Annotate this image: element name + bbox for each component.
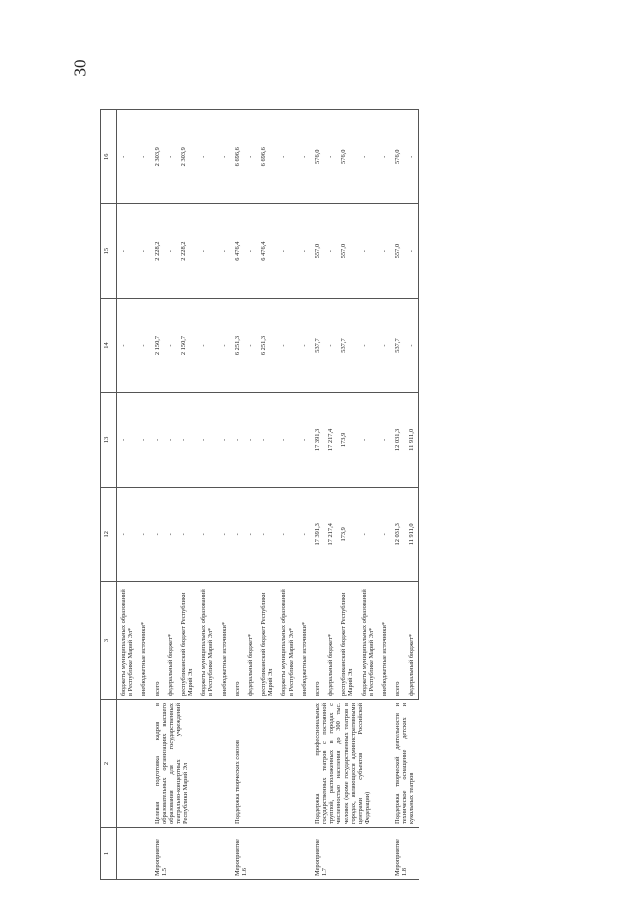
funding-source: всего bbox=[391, 582, 405, 700]
value-cell: - bbox=[358, 298, 378, 392]
value-cell: 17 391,3 bbox=[311, 393, 324, 487]
funding-source: федеральный бюджет* bbox=[244, 582, 257, 700]
value-cell: - bbox=[164, 110, 177, 204]
value-cell: - bbox=[244, 298, 257, 392]
value-cell: 557,0 bbox=[337, 204, 357, 298]
funding-source: всего bbox=[151, 582, 164, 700]
value-cell: - bbox=[218, 298, 231, 392]
value-cell: - bbox=[405, 110, 419, 204]
value-cell: 173,9 bbox=[337, 393, 357, 487]
value-cell: 576,0 bbox=[311, 110, 324, 204]
value-cell: - bbox=[218, 393, 231, 487]
table-row bbox=[231, 110, 244, 880]
value-cell: - bbox=[244, 487, 257, 581]
value-cell: - bbox=[164, 298, 177, 392]
measure-id: Мероприятие 1.8 bbox=[391, 828, 419, 880]
value-cell: 6 696,6 bbox=[257, 110, 277, 204]
value-cell: - bbox=[298, 298, 311, 392]
measure-id: Мероприятие 1.7 bbox=[311, 828, 391, 880]
funding-source: внебюджетные источники* bbox=[137, 582, 150, 700]
value-cell: - bbox=[277, 393, 297, 487]
value-cell: - bbox=[151, 487, 164, 581]
table-row bbox=[391, 110, 405, 880]
header-cell: 2 bbox=[101, 700, 117, 828]
value-cell: - bbox=[324, 204, 337, 298]
value-cell: - bbox=[151, 393, 164, 487]
value-cell: - bbox=[117, 110, 138, 204]
value-cell: 17 391,3 bbox=[311, 487, 324, 581]
value-cell: 2 150,7 bbox=[177, 298, 197, 392]
header-cell: 3 bbox=[101, 582, 117, 700]
value-cell: - bbox=[298, 487, 311, 581]
value-cell: - bbox=[405, 298, 419, 392]
funding-source: федеральный бюджет* bbox=[164, 582, 177, 700]
value-cell: - bbox=[244, 204, 257, 298]
value-cell: - bbox=[218, 204, 231, 298]
value-cell: - bbox=[298, 110, 311, 204]
value-cell: - bbox=[117, 204, 138, 298]
page-number: 30 bbox=[70, 59, 90, 77]
table-row bbox=[311, 110, 324, 880]
value-cell: - bbox=[277, 298, 297, 392]
value-cell: - bbox=[378, 204, 391, 298]
value-cell: 6 696,6 bbox=[231, 110, 244, 204]
funding-source: республиканский бюджет Республики Марий Эл bbox=[257, 582, 277, 700]
value-cell: - bbox=[164, 487, 177, 581]
value-cell: 2 228,2 bbox=[177, 204, 197, 298]
measure-id: Мероприятие 1.6 bbox=[231, 828, 311, 880]
table-row bbox=[117, 110, 138, 880]
value-cell: 11 911,0 bbox=[405, 487, 419, 581]
value-cell: - bbox=[277, 110, 297, 204]
table-body bbox=[117, 110, 419, 880]
value-cell: - bbox=[164, 393, 177, 487]
value-cell: 17 217,4 bbox=[324, 487, 337, 581]
value-cell: - bbox=[378, 487, 391, 581]
funding-source: республиканский бюджет Республики Марий Эл bbox=[177, 582, 197, 700]
value-cell: - bbox=[358, 110, 378, 204]
value-cell: - bbox=[197, 298, 217, 392]
funding-source: внебюджетные источники* bbox=[218, 582, 231, 700]
value-cell: - bbox=[244, 393, 257, 487]
funding-source: всего bbox=[231, 582, 244, 700]
value-cell: - bbox=[117, 298, 138, 392]
value-cell: - bbox=[218, 110, 231, 204]
funding-source: бюджеты муниципальных образований в Республике Марий Эл* bbox=[117, 582, 138, 700]
value-cell: - bbox=[231, 487, 244, 581]
value-cell: 12 031,3 bbox=[391, 487, 405, 581]
value-cell: 6 476,4 bbox=[231, 204, 244, 298]
value-cell: - bbox=[197, 393, 217, 487]
measure-name: Поддержка творческой деятельности и техническое оснащение детских и кукольных театров bbox=[391, 700, 419, 828]
header-row bbox=[101, 110, 117, 880]
measure-name: Целевая подготовка кадров в образовательных организациях высшего образования для государственных театрально-концертных учреждений Республики Марий Эл bbox=[151, 700, 231, 828]
funding-source: бюджеты муниципальных образований в Республике Марий Эл* bbox=[277, 582, 297, 700]
value-cell: 537,7 bbox=[391, 298, 405, 392]
funding-source: республиканский бюджет Республики Марий Эл bbox=[337, 582, 357, 700]
value-cell: - bbox=[244, 110, 257, 204]
rotated-table-container bbox=[100, 110, 639, 880]
funding-source: бюджеты муниципальных образований в Республике Марий Эл* bbox=[197, 582, 217, 700]
value-cell: - bbox=[324, 298, 337, 392]
header-cell: 14 bbox=[101, 298, 117, 392]
value-cell: - bbox=[378, 393, 391, 487]
funding-source: бюджеты муниципальных образований в Республике Марий Эл* bbox=[358, 582, 378, 700]
value-cell: 11 911,0 bbox=[405, 393, 419, 487]
value-cell: - bbox=[277, 487, 297, 581]
header-cell: 15 bbox=[101, 204, 117, 298]
value-cell: 557,0 bbox=[311, 204, 324, 298]
value-cell: 12 031,3 bbox=[391, 393, 405, 487]
value-cell: 6 251,3 bbox=[257, 298, 277, 392]
value-cell: - bbox=[197, 110, 217, 204]
value-cell: - bbox=[257, 487, 277, 581]
value-cell: 6 476,4 bbox=[257, 204, 277, 298]
value-cell: 537,7 bbox=[337, 298, 357, 392]
value-cell: 2 150,7 bbox=[151, 298, 164, 392]
funding-source: внебюджетные источники* bbox=[298, 582, 311, 700]
value-cell: - bbox=[405, 204, 419, 298]
value-cell: 2 303,9 bbox=[177, 110, 197, 204]
measure-id: Мероприятие 1.5 bbox=[151, 828, 231, 880]
value-cell: - bbox=[177, 487, 197, 581]
value-cell: - bbox=[137, 110, 150, 204]
measure-name: Поддержка творческих союзов bbox=[231, 700, 311, 828]
budget-table bbox=[100, 109, 419, 880]
value-cell: 2 303,9 bbox=[151, 110, 164, 204]
value-cell: - bbox=[137, 298, 150, 392]
value-cell: - bbox=[137, 487, 150, 581]
value-cell: - bbox=[164, 204, 177, 298]
header-cell: 16 bbox=[101, 110, 117, 204]
value-cell: 2 228,2 bbox=[151, 204, 164, 298]
value-cell: 17 217,4 bbox=[324, 393, 337, 487]
value-cell: - bbox=[378, 110, 391, 204]
funding-source: всего bbox=[311, 582, 324, 700]
value-cell: - bbox=[298, 204, 311, 298]
value-cell: - bbox=[324, 110, 337, 204]
value-cell: - bbox=[231, 393, 244, 487]
table-row bbox=[151, 110, 164, 880]
value-cell: - bbox=[358, 393, 378, 487]
value-cell: 173,9 bbox=[337, 487, 357, 581]
value-cell: 6 251,3 bbox=[231, 298, 244, 392]
value-cell: 576,0 bbox=[337, 110, 357, 204]
funding-source: федеральный бюджет* bbox=[324, 582, 337, 700]
value-cell: - bbox=[277, 204, 297, 298]
measure-name bbox=[117, 700, 151, 828]
value-cell: - bbox=[358, 204, 378, 298]
value-cell: - bbox=[218, 487, 231, 581]
value-cell: - bbox=[257, 393, 277, 487]
value-cell: - bbox=[137, 204, 150, 298]
header-cell: 13 bbox=[101, 393, 117, 487]
header-cell: 1 bbox=[101, 828, 117, 880]
value-cell: - bbox=[197, 487, 217, 581]
value-cell: - bbox=[177, 393, 197, 487]
header-cell: 12 bbox=[101, 487, 117, 581]
value-cell: - bbox=[117, 393, 138, 487]
value-cell: - bbox=[117, 487, 138, 581]
value-cell: - bbox=[358, 487, 378, 581]
value-cell: 576,0 bbox=[391, 110, 405, 204]
funding-source: федеральный бюджет* bbox=[405, 582, 419, 700]
measure-name: Поддержка профессиональных государственных театров с постоянной труппой, расположенных в городах с численностью населения до 300 тыс. человек (кроме государственных театров в городах, являющихся административными центрами субъектов Российской Федерации) bbox=[311, 700, 391, 828]
funding-source: внебюджетные источники* bbox=[378, 582, 391, 700]
value-cell: 557,0 bbox=[391, 204, 405, 298]
value-cell: - bbox=[298, 393, 311, 487]
value-cell: 537,7 bbox=[311, 298, 324, 392]
value-cell: - bbox=[137, 393, 150, 487]
value-cell: - bbox=[378, 298, 391, 392]
value-cell: - bbox=[197, 204, 217, 298]
measure-id bbox=[117, 828, 151, 880]
